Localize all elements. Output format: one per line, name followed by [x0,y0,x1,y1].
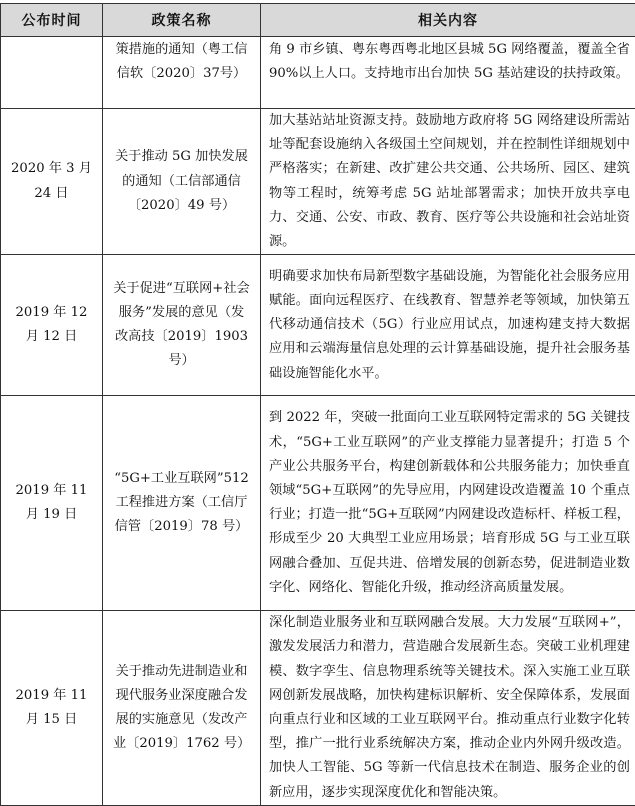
table-row [1,611,635,806]
row-content: 角 9 市乡镇、粤东粤西粤北地区县城 5G 网络覆盖，覆盖全省 90%以上人口。支持地市出台加快 5G 基站建设的扶持政策。 [261,37,635,109]
row-content: 深化制造业服务业和互联网融合发展。大力发展“互联网+”，激发发展活力和潜力，营造融合发展新生态。突破工业机理建模、数字孪生、信息物理系统等关键技术。深入实施工业互联网创新发展战略，加快构建标识解析、安全保障体系，发展面向重点行业和区域的工业互联网平台。推动重点行业数字化转型，推广一批行业系统解决方案，推动企业内外网升级改造。加快人工智能、5G 等新一代信息技术在制造、服务企业的创新应用，逐步实现深度优化和智能决策。 [261,611,635,806]
row-date: 2019 年 12 月 12 日 [1,255,103,396]
row-date: 2020 年 3 月 24 日 [1,109,103,255]
header-content: 相关内容 [261,4,635,37]
table-row [1,37,635,109]
row-policy-name: 关于推动 5G 加快发展的通知（工信部通信〔2020〕49 号） [103,109,261,255]
header-date: 公布时间 [1,4,103,37]
row-content: 明确要求加快布局新型数字基础设施，为智能化社会服务应用赋能。面向远程医疗、在线教育、智慧养老等领域，加快第五代移动通信技术（5G）行业应用试点，加速构建支持大数据应用和云端海量信息处理的云计算基础设施，提升社会服务基础设施智能化水平。 [261,255,635,396]
row-policy-name: 关于推动先进制造业和现代服务业深度融合发展的实施意见（发改产业〔2019〕1762 号） [103,611,261,806]
row-policy-name: 策措施的通知（粤工信信软〔2020〕37号） [103,37,261,109]
row-date [1,37,103,109]
row-policy-name: 关于促进“互联网+社会服务”发展的意见（发改高技〔2019〕1903 号） [103,255,261,396]
row-content: 到 2022 年，突破一批面向工业互联网特定需求的 5G 关键技术，“5G+工业互联网”的产业支撑能力显著提升；打造 5 个产业公共服务平台，构建创新载体和公共服务能力；加快垂直领域“5G+互联网”的先导应用，内网建设改造覆盖 10 个重点行业；打造一批“5G+互联网”内网建设改造标杆、样板工程，形成至少 20 大典型工业应用场景；培育形成 5G 与工业互联网融合叠加、互促共进、倍增发展的创新态势，促进制造业数字化、网络化、智能化升级，推动经济高质量发展。 [261,396,635,611]
row-date: 2019 年 11 月 15 日 [1,611,103,806]
header-row [1,4,635,37]
row-content: 加大基站站址资源支持。鼓励地方政府将 5G 网络建设所需站址等配套设施纳入各级国土空间规划，并在控制性详细规划中严格落实；在新建、改扩建公共交通、公共场所、园区、建筑物等工程时，统筹考虑 5G 站址部署需求；加快开放共享电力、交通、公安、市政、教育、医疗等公共设施和社会站址资源。 [261,109,635,255]
row-date: 2019 年 11 月 19 日 [1,396,103,611]
table-row [1,396,635,611]
policy-table [0,3,635,806]
table-row [1,255,635,396]
header-policy-name: 政策名称 [103,4,261,37]
row-policy-name: “5G+工业互联网”512 工程推进方案（工信厅信管〔2019〕78 号） [103,396,261,611]
table-row [1,109,635,255]
